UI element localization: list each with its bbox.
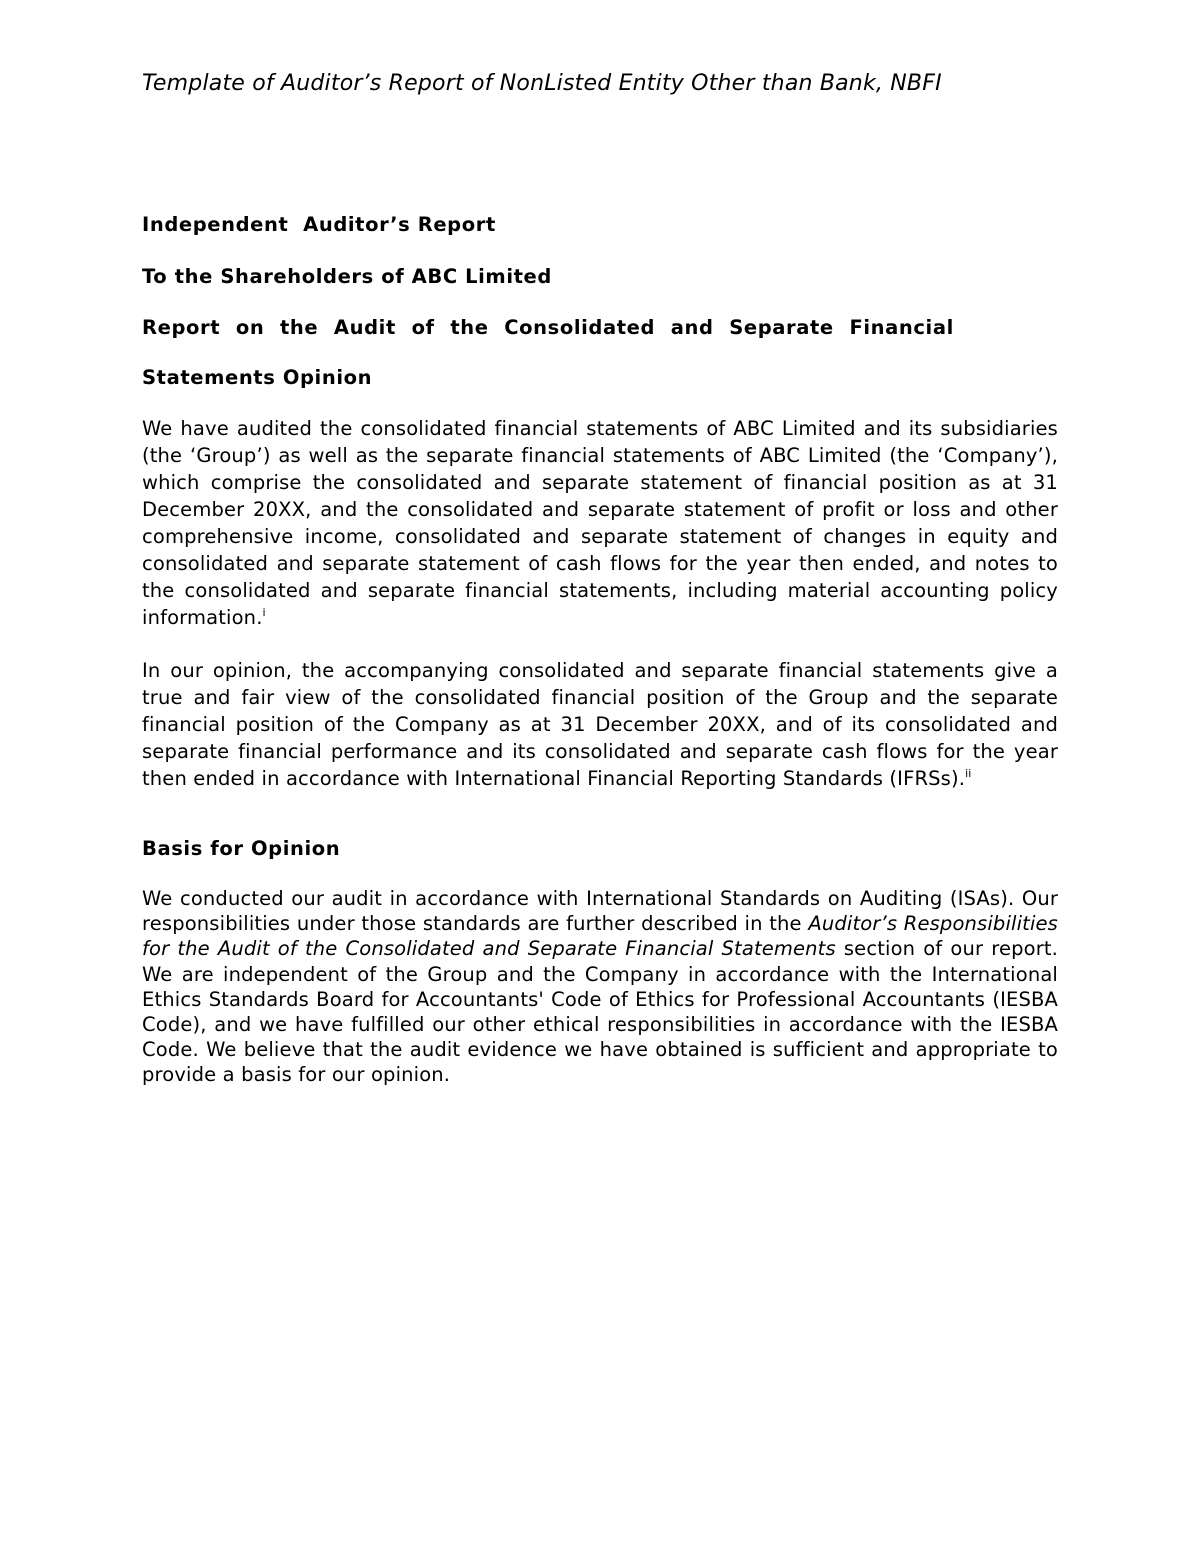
report-on-heading-word: and — [670, 316, 714, 339]
report-on-heading-word: the — [280, 316, 319, 339]
statements-opinion-heading: Statements Opinion — [142, 366, 373, 389]
basis-paragraph-text-after: section of our report. We are independent of the Group and the Company in accordance with the International Ethics Standards Board for Accountants' Code of Ethics for Professional Accountants (IESBA Code), and we have fulfilled our other ethical responsibilities in accordance with the IESBA Code. We believe that the audit evidence we have obtained is sufficient and appropriate to provide a basis for our opinion. — [142, 937, 1059, 1087]
opinion-paragraph-1 — [142, 415, 1058, 631]
opinion-paragraph-2-text: In our opinion, the accompanying consolidated and separate financial statements give a true and fair view of the consolidated financial position of the Group and the separate financial position of the Company as at 31 December 20XX, and of its consolidated and separate financial performance and its consolidated and separate cash flows for the year then ended in accordance with International Financial Reporting Standards (IFRSs). — [142, 659, 1058, 790]
addressee-heading: To the Shareholders of ABC Limited — [142, 265, 552, 288]
report-on-heading-word: Audit — [333, 316, 396, 339]
footnote-marker-ii: ii — [965, 767, 972, 780]
report-on-heading-word: Financial — [849, 316, 954, 339]
opinion-paragraph-1-text: We have audited the consolidated financial statements of ABC Limited and its subsidiaries (the ‘Group’) as well as the separate financial statements of ABC Limited (the ‘Company’), which comprise the consolidated and separate statement of financial position as at 31 December 20XX, and the consolidated and separate statement of profit or loss and other comprehensive income, consolidated and separate statement of changes in equity and consolidated and separate statement of cash flows for the year then ended, and notes to the consolidated and separate financial statements, including material accounting policy information. — [142, 417, 1058, 629]
report-on-audit-heading — [142, 314, 954, 342]
opinion-paragraph-2 — [142, 657, 1058, 792]
basis-paragraph-emphasis: Auditor’s Responsibilities for the Audit of the Consolidated and Separate Financial Statements — [142, 912, 1058, 961]
template-title: Template of Auditor’s Report of NonListed Entity Other than Bank, NBFI — [142, 71, 942, 96]
report-heading: Independent Auditor’s Report — [142, 213, 496, 236]
report-on-heading-word: the — [450, 316, 489, 339]
footnote-marker-i: i — [262, 606, 266, 619]
basis-paragraph-text-before: We conducted our audit in accordance with International Standards on Auditing (ISAs). Our responsibilities under those standards are further described in the — [142, 887, 1058, 936]
basis-for-opinion-heading: Basis for Opinion — [142, 837, 341, 860]
report-on-heading-word: of — [411, 316, 435, 339]
report-on-heading-word: Report — [142, 316, 221, 339]
report-on-heading-word: Consolidated — [504, 316, 656, 339]
report-on-heading-word: on — [235, 316, 265, 339]
basis-paragraph — [142, 886, 1058, 1088]
report-on-heading-word: Separate — [729, 316, 834, 339]
